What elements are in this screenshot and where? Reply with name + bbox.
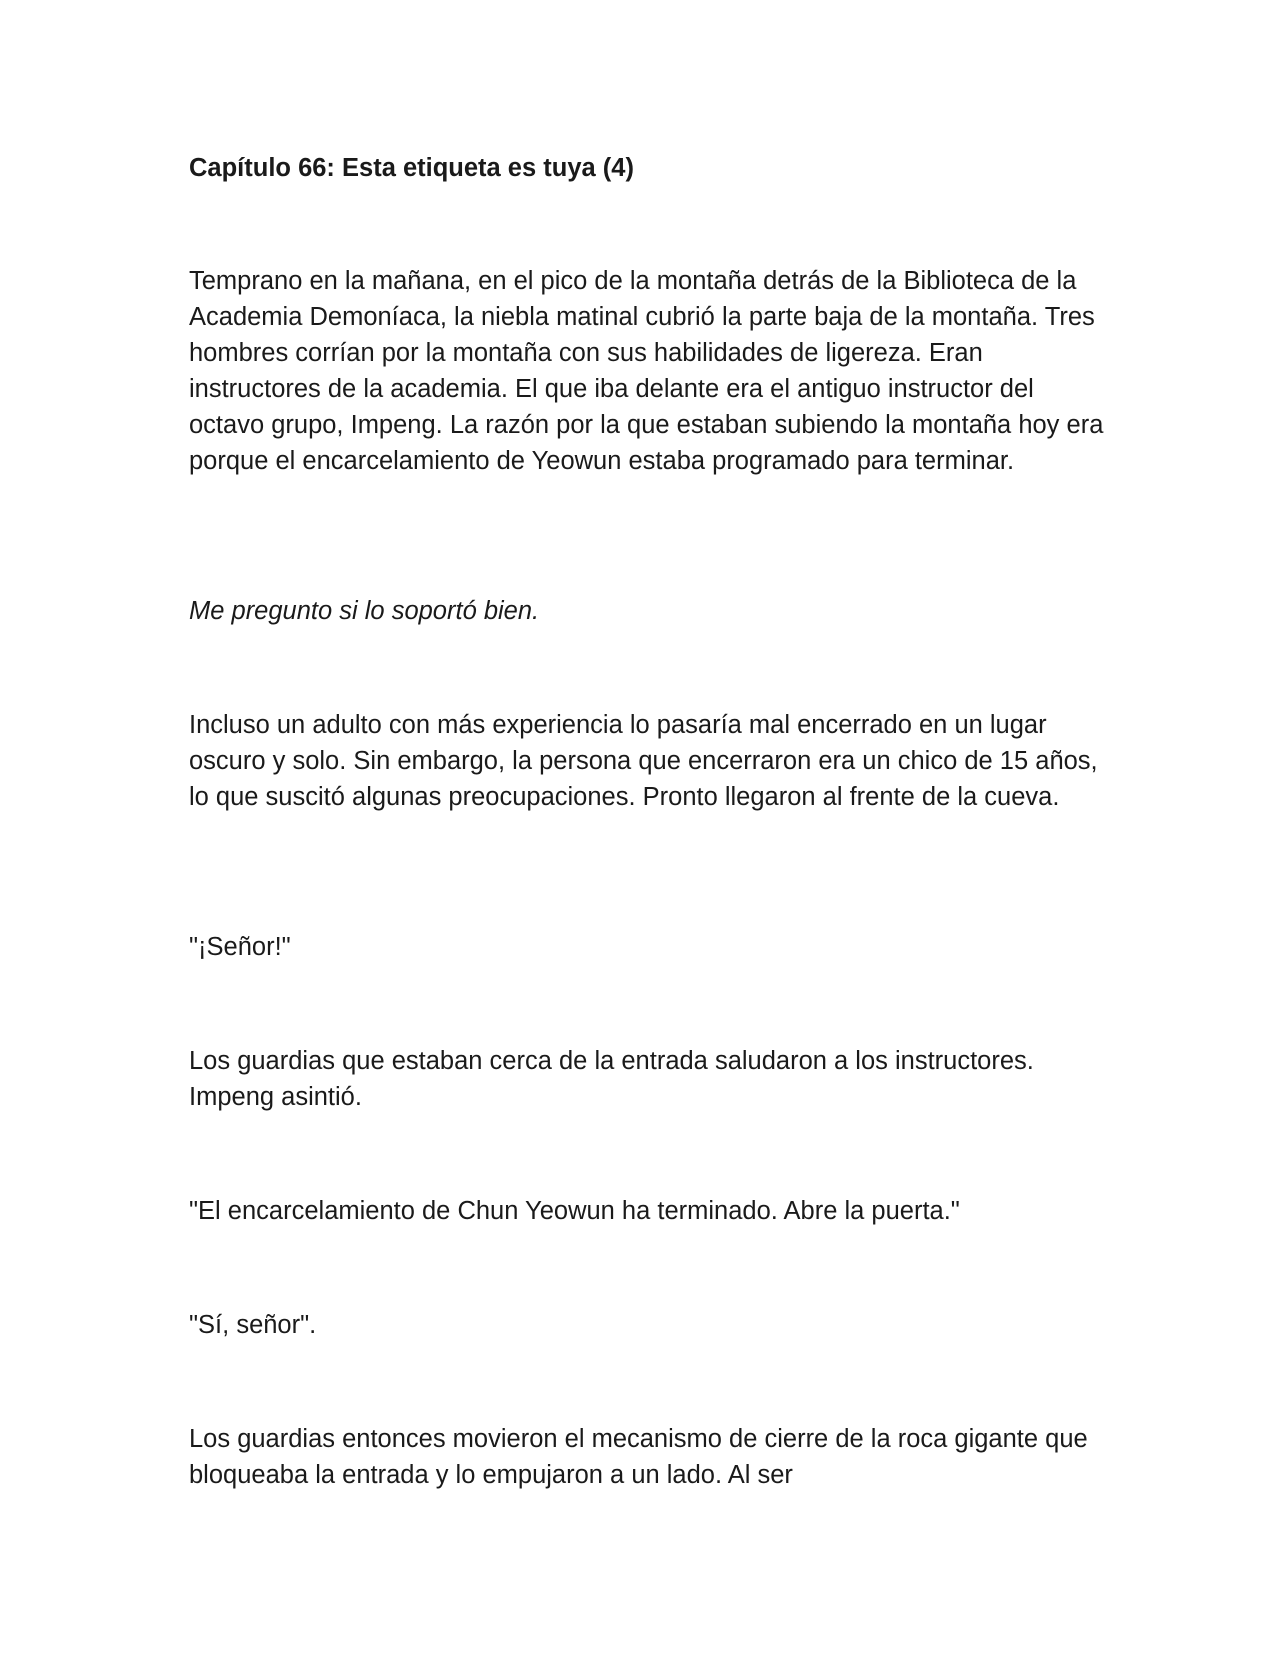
paragraph-dialogue: "Sí, señor".: [189, 1311, 317, 1339]
paragraph-thought: Me pregunto si lo soportó bien.: [189, 597, 540, 625]
paragraph-dialogue: "¡Señor!": [189, 933, 291, 961]
paragraph-dialogue: "El encarcelamiento de Chun Yeowun ha terminado. Abre la puerta.": [189, 1197, 960, 1225]
paragraph: Los guardias que estaban cerca de la entrada saludaron a los instructores. Impeng asintió.: [189, 1047, 1034, 1111]
paragraph: Temprano en la mañana, en el pico de la montaña detrás de la Biblioteca de la Academia Demoníaca, la niebla matinal cubrió la parte baja de la montaña. Tres hombres corrían por la montaña con sus habilidades de ligereza. Eran instructores de la academia. El que iba delante era el antiguo instructor del octavo grupo, Impeng. La razón por la que estaban subiendo la montaña hoy era porque el encarcelamiento de Yeowun estaba programado para terminar.: [189, 267, 1104, 475]
paragraph: Incluso un adulto con más experiencia lo pasaría mal encerrado en un lugar oscuro y solo. Sin embargo, la persona que encerraron era un chico de 15 años, lo que suscitó algunas preocupaciones. Pronto llegaron al frente de la cueva.: [189, 711, 1098, 811]
chapter-title: Capítulo 66: Esta etiqueta es tuya (4): [189, 154, 634, 182]
paragraph: Los guardias entonces movieron el mecanismo de cierre de la roca gigante que bloqueaba la entrada y lo empujaron a un lado. Al ser: [189, 1425, 1088, 1489]
